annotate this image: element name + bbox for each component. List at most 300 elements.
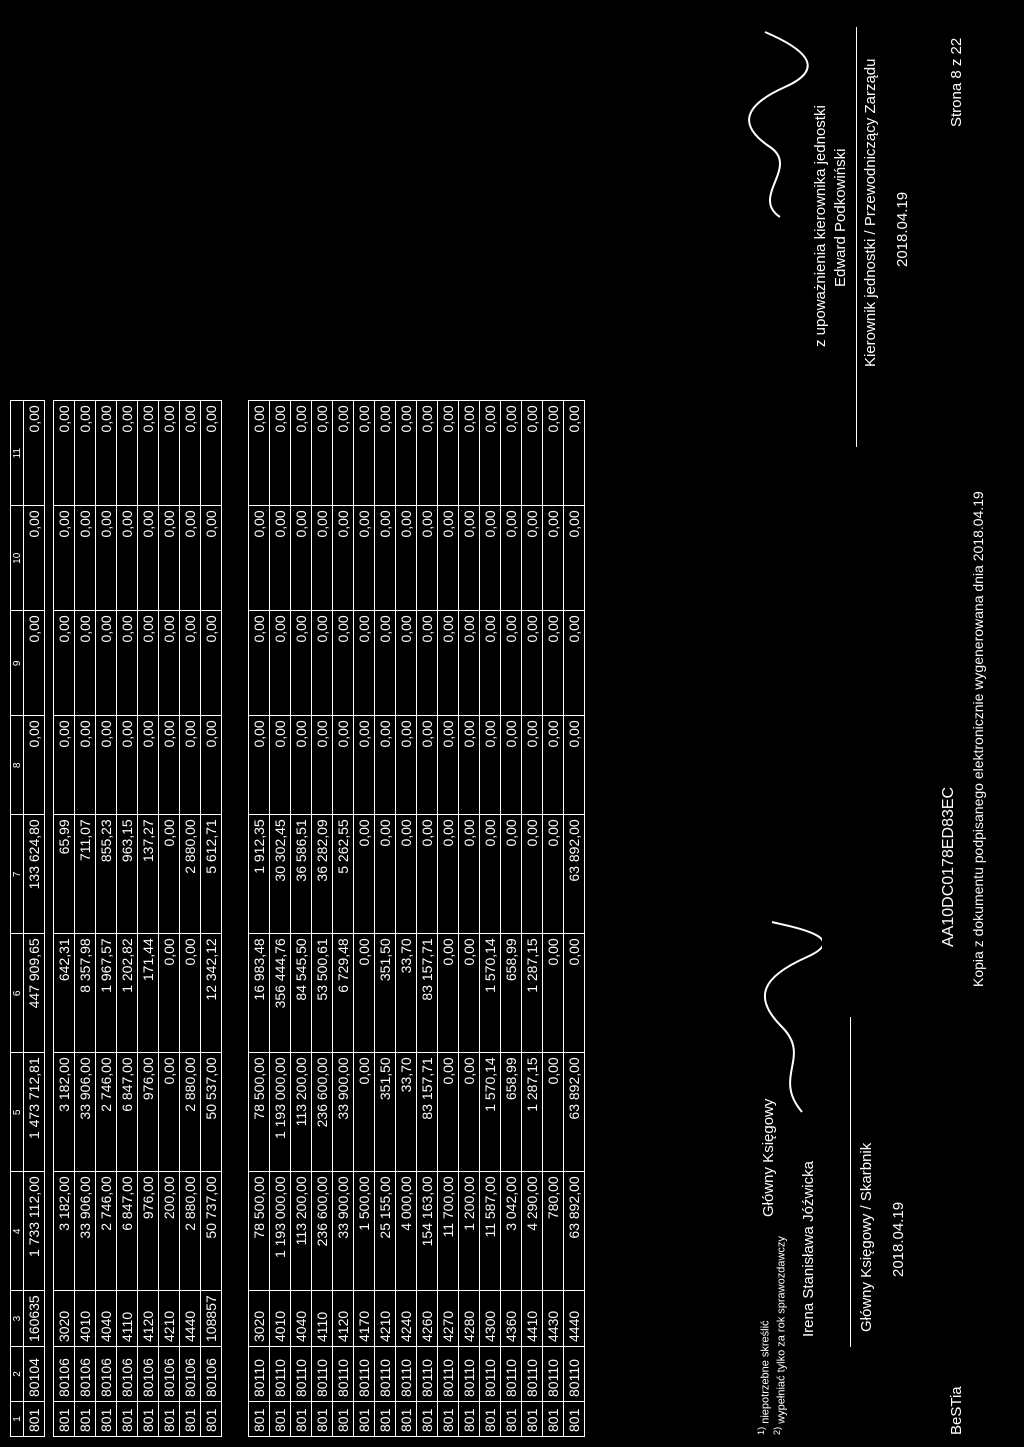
table-cell: 236 600,00 — [312, 1172, 333, 1291]
table-cell: 36 586,51 — [291, 815, 312, 934]
table-cell: 801 — [117, 1402, 138, 1437]
manager-role: Kierownik jednostki / Przewodniczący Zarządu — [862, 58, 879, 367]
table-cell: 0,00 — [312, 716, 333, 815]
table-cell: 0,00 — [438, 401, 459, 506]
table-cell: 0,00 — [333, 611, 354, 716]
table-cell: 80106 — [159, 1347, 180, 1402]
table-cell: 0,00 — [138, 401, 159, 506]
table-cell: 63 892,00 — [564, 815, 585, 934]
table-cell: 80110 — [396, 1347, 417, 1402]
table-cell: 0,00 — [543, 716, 564, 815]
table-cell: 33 900,00 — [333, 1172, 354, 1291]
table-row — [480, 401, 501, 1437]
table-row — [438, 401, 459, 1437]
table-cell: 0,00 — [354, 401, 375, 506]
table-row — [180, 401, 201, 1437]
table-cell: 801 — [522, 1402, 543, 1437]
table-cell: 0,00 — [354, 506, 375, 611]
table-cell: 30 302,45 — [270, 815, 291, 934]
table-cell: 63 892,00 — [564, 1053, 585, 1172]
chief-accountant-name: Irena Stanisława Jóźwicka — [800, 1161, 817, 1337]
table-cell: 80106 — [54, 1347, 75, 1402]
table-cell: 0,00 — [159, 1053, 180, 1172]
table-cell: 0,00 — [180, 401, 201, 506]
table-cell: 0,00 — [138, 611, 159, 716]
table-cell: 0,00 — [249, 506, 270, 611]
table-cell: 0,00 — [270, 506, 291, 611]
spacer-row — [45, 401, 54, 1437]
table-cell: 1 570,14 — [480, 934, 501, 1053]
table-cell: 2 746,00 — [96, 1172, 117, 1291]
table-cell: 83 157,71 — [417, 1053, 438, 1172]
table-cell: 0,00 — [564, 934, 585, 1053]
table-cell: 1 967,57 — [96, 934, 117, 1053]
table-cell: 2 880,00 — [180, 815, 201, 934]
table-cell: 11 587,00 — [480, 1172, 501, 1291]
footnote-1: $^{1)}$ niepotrzebne skreślić — [756, 1320, 772, 1435]
table-cell: 0,00 — [117, 506, 138, 611]
table-cell: 0,00 — [459, 716, 480, 815]
manager-name: Edward Podkowiński — [832, 148, 849, 287]
table-cell: 1 733 112,00 — [24, 1172, 45, 1291]
table-cell: 4240 — [396, 1291, 417, 1347]
table-cell: 108857 — [201, 1291, 222, 1347]
table-row — [564, 401, 585, 1437]
table-cell: 33,70 — [396, 934, 417, 1053]
table-cell: 80110 — [564, 1347, 585, 1402]
table-cell: 0,00 — [396, 611, 417, 716]
table-cell: 0,00 — [201, 506, 222, 611]
table-cell: 801 — [96, 1402, 117, 1437]
table-cell — [222, 1053, 249, 1172]
table-cell: 33 906,00 — [75, 1053, 96, 1172]
table-cell: 4410 — [522, 1291, 543, 1347]
table-cell: 0,00 — [24, 506, 45, 611]
page-number: Strona 8 z 22 — [948, 37, 965, 127]
table-row — [459, 401, 480, 1437]
table-cell: 80106 — [75, 1347, 96, 1402]
table-cell — [45, 401, 54, 506]
table-cell: 80110 — [417, 1347, 438, 1402]
table-cell: 0,00 — [54, 716, 75, 815]
table-cell: 0,00 — [159, 716, 180, 815]
table-cell: 0,00 — [564, 401, 585, 506]
table-cell: 5 262,55 — [333, 815, 354, 934]
table-cell: 0,00 — [438, 506, 459, 611]
table-cell: 80110 — [291, 1347, 312, 1402]
table-cell: 0,00 — [75, 611, 96, 716]
table-cell: 83 157,71 — [417, 934, 438, 1053]
table-cell: 8 357,98 — [75, 934, 96, 1053]
table-cell: 0,00 — [459, 506, 480, 611]
table-cell: 3020 — [249, 1291, 270, 1347]
table-cell — [45, 1172, 54, 1291]
table-cell: 84 545,50 — [291, 934, 312, 1053]
table-cell: 0,00 — [159, 506, 180, 611]
table-cell: 0,00 — [96, 716, 117, 815]
table-row — [75, 401, 96, 1437]
table-cell: 4430 — [543, 1291, 564, 1347]
right-signature-date: 2018.04.19 — [894, 191, 911, 267]
table-cell: 133 624,80 — [24, 815, 45, 934]
table-cell: 0,00 — [96, 611, 117, 716]
table-cell: 0,00 — [543, 611, 564, 716]
table-cell: 0,00 — [180, 716, 201, 815]
table-row — [543, 401, 564, 1437]
table-cell: 0,00 — [333, 401, 354, 506]
table-cell: 113 200,00 — [291, 1053, 312, 1172]
table-cell: 0,00 — [201, 716, 222, 815]
table-cell: 78 500,00 — [249, 1172, 270, 1291]
table-cell: 0,00 — [291, 401, 312, 506]
table-cell: 0,00 — [459, 934, 480, 1053]
table-cell: 80106 — [180, 1347, 201, 1402]
table-cell: 4040 — [96, 1291, 117, 1347]
table-cell: 0,00 — [159, 815, 180, 934]
table-cell: 0,00 — [354, 1053, 375, 1172]
table-cell: 0,00 — [501, 611, 522, 716]
table-row — [159, 401, 180, 1437]
table-cell: 50 537,00 — [201, 1053, 222, 1172]
table-cell: 4440 — [564, 1291, 585, 1347]
table-cell: 0,00 — [543, 934, 564, 1053]
table-cell — [222, 611, 249, 716]
table-cell: 200,00 — [159, 1172, 180, 1291]
stamp-chief-accountant: Główny Księgowy — [760, 1098, 777, 1217]
table-cell: 0,00 — [180, 506, 201, 611]
table-cell: 0,00 — [417, 611, 438, 716]
table-cell: 1 193 000,00 — [270, 1172, 291, 1291]
table-cell: 0,00 — [375, 611, 396, 716]
table-cell: 80110 — [375, 1347, 396, 1402]
table-cell: 0,00 — [459, 401, 480, 506]
table-row — [333, 401, 354, 1437]
table-cell: 351,50 — [375, 1053, 396, 1172]
table-cell: 10 — [11, 506, 24, 611]
table-cell: 4210 — [159, 1291, 180, 1347]
table-cell: 447 909,65 — [24, 934, 45, 1053]
table-cell — [45, 1402, 54, 1437]
table-cell: 4270 — [438, 1291, 459, 1347]
table-cell: 0,00 — [522, 506, 543, 611]
table-cell: 642,31 — [54, 934, 75, 1053]
table-cell: 0,00 — [417, 506, 438, 611]
table-cell: 658,99 — [501, 934, 522, 1053]
table-cell: 5 — [11, 1053, 24, 1172]
table-cell: 160635 — [24, 1291, 45, 1347]
table-cell: 6 729,48 — [333, 934, 354, 1053]
table-cell: 0,00 — [75, 716, 96, 815]
table-cell: 801 — [159, 1402, 180, 1437]
table-cell: 356 444,76 — [270, 934, 291, 1053]
authorization-stamp: z upoważnienia kierownika jednostki — [812, 105, 829, 347]
table-cell: 0,00 — [375, 815, 396, 934]
table-cell: 113 200,00 — [291, 1172, 312, 1291]
table-cell: 0,00 — [543, 815, 564, 934]
table-cell: 0,00 — [159, 611, 180, 716]
table-cell: 0,00 — [249, 401, 270, 506]
table-cell: 0,00 — [522, 401, 543, 506]
table-cell — [45, 1347, 54, 1402]
table-cell: 0,00 — [75, 506, 96, 611]
table-cell: 0,00 — [459, 611, 480, 716]
table-cell — [222, 1172, 249, 1291]
table-row — [291, 401, 312, 1437]
table-cell: 0,00 — [396, 716, 417, 815]
table-cell: 80110 — [459, 1347, 480, 1402]
table-cell: 4280 — [459, 1291, 480, 1347]
table-row — [396, 401, 417, 1437]
table-cell: 0,00 — [501, 401, 522, 506]
table-cell: 0,00 — [54, 401, 75, 506]
table-cell: 0,00 — [96, 506, 117, 611]
table-cell: 1 912,35 — [249, 815, 270, 934]
table-cell: 33,70 — [396, 1053, 417, 1172]
left-signature-line — [850, 1017, 851, 1347]
table-cell: 0,00 — [417, 716, 438, 815]
table-cell: 0,00 — [312, 401, 333, 506]
table-cell: 0,00 — [138, 716, 159, 815]
table-cell: 80110 — [270, 1347, 291, 1402]
table-cell: 0,00 — [543, 401, 564, 506]
copy-note: Kopia z dokumentu podpisanego elektronicznie wygenerowana dnia 2018.04.19 — [970, 491, 986, 987]
table-cell: 801 — [564, 1402, 585, 1437]
table-cell: 80106 — [138, 1347, 159, 1402]
table-row — [54, 401, 75, 1437]
table-cell: 801 — [249, 1402, 270, 1437]
table-cell: 0,00 — [54, 506, 75, 611]
table-cell: 80106 — [117, 1347, 138, 1402]
table-cell: 801 — [543, 1402, 564, 1437]
table-cell — [222, 815, 249, 934]
table-cell: 4300 — [480, 1291, 501, 1347]
table-cell: 80104 — [24, 1347, 45, 1402]
table-cell: 0,00 — [501, 815, 522, 934]
table-cell: 0,00 — [375, 401, 396, 506]
table-cell: 0,00 — [480, 716, 501, 815]
signature-mark-right — [740, 27, 810, 227]
table-cell: 0,00 — [117, 611, 138, 716]
table-cell: 0,00 — [396, 401, 417, 506]
table-cell: 0,00 — [180, 611, 201, 716]
table-cell: 351,50 — [375, 934, 396, 1053]
budget-table — [10, 400, 585, 1437]
table-cell: 801 — [291, 1402, 312, 1437]
table-cell: 80110 — [501, 1347, 522, 1402]
table-cell: 0,00 — [333, 506, 354, 611]
left-signature-date: 2018.04.19 — [890, 1201, 907, 1277]
table-cell: 801 — [24, 1402, 45, 1437]
table-cell: 0,00 — [180, 934, 201, 1053]
footnote-2: $^{2)}$ wypełniać tylko za rok sprawozdawczy — [772, 1236, 788, 1435]
table-cell: 80106 — [96, 1347, 117, 1402]
table-cell: 33 900,00 — [333, 1053, 354, 1172]
table-cell — [222, 1402, 249, 1437]
table-cell: 50 737,00 — [201, 1172, 222, 1291]
table-cell: 8 — [11, 716, 24, 815]
table-cell: 4170 — [354, 1291, 375, 1347]
table-cell — [222, 401, 249, 506]
table-cell: 801 — [417, 1402, 438, 1437]
table-cell: 2 880,00 — [180, 1053, 201, 1172]
document-id: AA10DC0178ED83EC — [940, 786, 957, 947]
table-cell: 4 290,00 — [522, 1172, 543, 1291]
table-cell: 963,15 — [117, 815, 138, 934]
table-cell: 0,00 — [201, 611, 222, 716]
table-cell: 0,00 — [522, 815, 543, 934]
table-cell: 0,00 — [159, 401, 180, 506]
table-row — [501, 401, 522, 1437]
table-cell: 801 — [180, 1402, 201, 1437]
table-row — [138, 401, 159, 1437]
table-cell: 0,00 — [270, 716, 291, 815]
column-number-row — [11, 401, 24, 1437]
table-cell: 0,00 — [201, 401, 222, 506]
table-cell: 6 847,00 — [117, 1172, 138, 1291]
table-cell: 0,00 — [249, 716, 270, 815]
table-cell: 36 282,09 — [312, 815, 333, 934]
table-cell: 4 000,00 — [396, 1172, 417, 1291]
table-cell — [45, 611, 54, 716]
table-row — [117, 401, 138, 1437]
signature-mark-left — [752, 917, 822, 1117]
table-cell: 801 — [480, 1402, 501, 1437]
table-cell: 0,00 — [117, 716, 138, 815]
system-name: BeSTia — [948, 1386, 965, 1435]
table-cell: 0,00 — [270, 611, 291, 716]
table-cell: 1 287,15 — [522, 1053, 543, 1172]
table-cell: 1 473 712,81 — [24, 1053, 45, 1172]
table-cell: 0,00 — [375, 506, 396, 611]
table-row — [312, 401, 333, 1437]
table-cell: 4120 — [333, 1291, 354, 1347]
table-cell: 0,00 — [249, 611, 270, 716]
table-cell: 0,00 — [354, 815, 375, 934]
table-cell: 0,00 — [291, 506, 312, 611]
table-cell: 0,00 — [522, 611, 543, 716]
table-cell: 0,00 — [438, 1053, 459, 1172]
table-cell: 801 — [438, 1402, 459, 1437]
table-cell: 0,00 — [354, 716, 375, 815]
table-cell: 4210 — [375, 1291, 396, 1347]
table-row — [270, 401, 291, 1437]
table-cell: 801 — [75, 1402, 96, 1437]
table-cell: 4110 — [312, 1291, 333, 1347]
table-cell: 0,00 — [438, 934, 459, 1053]
table-cell: 5 612,71 — [201, 815, 222, 934]
table-cell: 65,99 — [54, 815, 75, 934]
table-cell: 0,00 — [54, 611, 75, 716]
table-row — [417, 401, 438, 1437]
table-cell: 0,00 — [354, 934, 375, 1053]
table-cell: 4110 — [117, 1291, 138, 1347]
table-cell: 801 — [138, 1402, 159, 1437]
table-cell: 0,00 — [438, 611, 459, 716]
table-row — [522, 401, 543, 1437]
table-cell: 0,00 — [270, 401, 291, 506]
table-cell — [45, 506, 54, 611]
table-cell: 80110 — [438, 1347, 459, 1402]
table-cell: 4360 — [501, 1291, 522, 1347]
table-cell: 801 — [396, 1402, 417, 1437]
table-cell: 3 182,00 — [54, 1053, 75, 1172]
table-cell: 0,00 — [312, 611, 333, 716]
table-cell: 0,00 — [396, 506, 417, 611]
table-cell: 2 746,00 — [96, 1053, 117, 1172]
table-row — [249, 401, 270, 1437]
table-cell: 1 193 000,00 — [270, 1053, 291, 1172]
table-row — [24, 401, 45, 1437]
table-cell: 0,00 — [417, 815, 438, 934]
table-cell: 801 — [312, 1402, 333, 1437]
table-cell: 0,00 — [459, 815, 480, 934]
table-row — [96, 401, 117, 1437]
table-cell: 0,00 — [438, 815, 459, 934]
table-cell: 0,00 — [480, 611, 501, 716]
table-cell: 4010 — [75, 1291, 96, 1347]
table-cell — [45, 934, 54, 1053]
table-cell: 0,00 — [24, 716, 45, 815]
table-cell: 801 — [459, 1402, 480, 1437]
table-cell — [45, 815, 54, 934]
table-cell — [222, 1291, 249, 1347]
table-cell: 4260 — [417, 1291, 438, 1347]
table-cell: 0,00 — [480, 401, 501, 506]
table-cell: 80110 — [312, 1347, 333, 1402]
table-cell: 801 — [54, 1402, 75, 1437]
table-cell: 25 155,00 — [375, 1172, 396, 1291]
table-cell: 80110 — [354, 1347, 375, 1402]
table-cell: 80110 — [333, 1347, 354, 1402]
table-cell: 976,00 — [138, 1053, 159, 1172]
table-cell: 0,00 — [543, 1053, 564, 1172]
table-cell: 0,00 — [333, 716, 354, 815]
table-cell: 0,00 — [501, 506, 522, 611]
table-cell — [45, 716, 54, 815]
table-row — [201, 401, 222, 1437]
table-cell: 711,07 — [75, 815, 96, 934]
table-cell: 63 892,00 — [564, 1172, 585, 1291]
table-cell: 1 — [11, 1402, 24, 1437]
table-cell: 0,00 — [480, 506, 501, 611]
table-cell: 78 500,00 — [249, 1053, 270, 1172]
table-cell: 801 — [501, 1402, 522, 1437]
table-cell: 0,00 — [480, 815, 501, 934]
table-cell: 11 700,00 — [438, 1172, 459, 1291]
table-cell: 3 — [11, 1291, 24, 1347]
chief-accountant-role: Główny Księgowy / Skarbnik — [858, 1142, 875, 1332]
table-cell: 2 880,00 — [180, 1172, 201, 1291]
table-cell: 7 — [11, 815, 24, 934]
table-cell: 3 042,00 — [501, 1172, 522, 1291]
table-cell: 0,00 — [117, 401, 138, 506]
table-cell: 855,23 — [96, 815, 117, 934]
table-cell: 0,00 — [459, 1053, 480, 1172]
table-cell: 1 500,00 — [354, 1172, 375, 1291]
table-cell: 658,99 — [501, 1053, 522, 1172]
right-signature-line — [856, 27, 857, 447]
table-cell: 1 202,82 — [117, 934, 138, 1053]
table-cell: 6 847,00 — [117, 1053, 138, 1172]
table-cell: 3020 — [54, 1291, 75, 1347]
table-cell: 0,00 — [354, 611, 375, 716]
table-cell: 4010 — [270, 1291, 291, 1347]
table-cell: 0,00 — [564, 716, 585, 815]
table-cell: 4040 — [291, 1291, 312, 1347]
table-cell: 0,00 — [501, 716, 522, 815]
table-cell: 4 — [11, 1172, 24, 1291]
table-cell: 154 163,00 — [417, 1172, 438, 1291]
